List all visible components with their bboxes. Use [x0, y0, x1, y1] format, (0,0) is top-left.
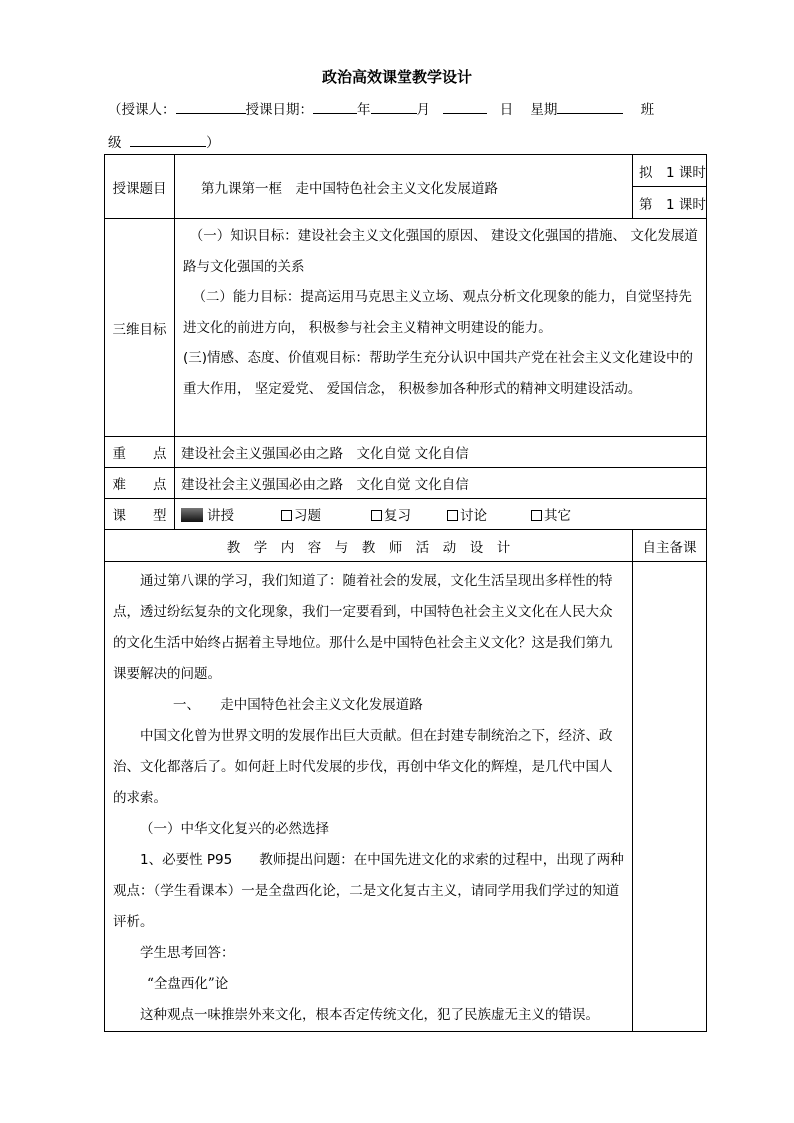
lesson-type-discussion[interactable]: 讨论: [447, 504, 531, 524]
topic-label: 授课题目: [105, 155, 175, 219]
lesson-type-exercise[interactable]: 习题: [281, 504, 371, 524]
checkbox-icon: [371, 510, 382, 521]
day-blank[interactable]: [443, 99, 487, 114]
class-label-1: 班: [640, 102, 655, 118]
history-paragraph: 中国文化曾为世界文明的发展作出巨大贡献。但在封建专制统治之下，经济、政治、文化都落后了。如何赶上时代发展的步伐，再创中华文化的辉煌，是几代中国人的求索。: [113, 728, 613, 806]
necessity-paragraph: 1、必要性 P95 教师提出问题：在中国先进文化的求索的过程中，出现了两种观点：（学生看课本）一是全盘西化论，二是文化复古主义，请同学用我们学过的知道评析。: [113, 852, 624, 930]
current-hours: 第 1 课时: [633, 187, 707, 219]
lesson-type-other[interactable]: 其它: [531, 504, 571, 524]
subsection-heading-1: （一）中华文化复兴的必然选择: [140, 821, 329, 837]
difficult-points-value: 建设社会主义强国必由之路 文化自觉 文化自信: [175, 468, 707, 499]
weekday-blank[interactable]: [557, 99, 623, 114]
difficult-points-label: 难 点: [105, 468, 175, 499]
ability-goal: （二）能力目标：提高运用马克思主义立场、观点分析文化现象的能力，自觉坚持先进文化的前进方向， 积极参与社会主义精神文明建设的能力。: [183, 289, 692, 336]
date-label: 授课日期：: [245, 102, 313, 118]
month-label: 月: [416, 102, 430, 118]
checkbox-icon: [447, 510, 458, 521]
key-points-label: 重 点: [105, 437, 175, 468]
intro-paragraph: 通过第八课的学习，我们知道了：随着社会的发展，文化生活呈现出多样性的特点，透过纷纭复杂的文化现象，我们一定要看到，中国特色社会主义文化在人民大众的文化生活中始终占据着主导地位。那什么是中国特色社会主义文化？这是我们第九课要解决的问题。: [113, 573, 613, 682]
knowledge-goal: （一）知识目标：建设社会主义文化强国的原因、 建设文化强国的措施、 文化发展道路与文化强国的关系: [183, 228, 698, 275]
section-heading-1: 一、 走中国特色社会主义文化发展道路: [173, 697, 423, 713]
self-prep-header: 自主备课: [633, 530, 707, 562]
class-info-line: [108, 131, 220, 151]
checked-box-icon: [181, 508, 203, 522]
checkbox-icon: [281, 510, 292, 521]
student-answer-label: 学生思考回答：: [140, 945, 235, 961]
teacher-label: （授课人：: [108, 102, 176, 118]
design-header: 教 学 内 容 与 教 师 活 动 设 计: [105, 530, 633, 562]
month-blank[interactable]: [371, 99, 417, 114]
year-blank[interactable]: [313, 99, 357, 114]
lesson-type-label: 课 型: [105, 499, 175, 530]
westernization-heading: “全盘西化”论: [147, 976, 229, 992]
weekday-label: 星期: [530, 102, 558, 118]
class-label-2: 级: [108, 135, 122, 151]
day-label: 日: [499, 102, 514, 118]
self-prep-cell[interactable]: [633, 562, 707, 1032]
lesson-type-options: [175, 499, 707, 530]
emotion-goal: (三)情感、态度、价值观目标：帮助学生充分认识中国共产党在社会主义文化建设中的重大作用， 坚定爱党、 爱国信念， 积极参加各种形式的精神文明建设活动。: [183, 350, 694, 397]
lesson-plan-table: [104, 154, 707, 1032]
class-blank[interactable]: [130, 132, 206, 147]
key-points-value: 建设社会主义强国必由之路 文化自觉 文化自信: [175, 437, 707, 468]
close-paren: ）: [206, 135, 220, 151]
westernization-paragraph: 这种观点一味推崇外来文化，根本否定传统文化，犯了民族虚无主义的错误。: [140, 1007, 599, 1023]
topic-value: 第九课第一框 走中国特色社会主义文化发展道路: [175, 155, 633, 219]
lesson-type-review[interactable]: 复习: [371, 504, 447, 524]
teacher-blank[interactable]: [176, 99, 246, 114]
goals-label: 三维目标: [105, 219, 175, 437]
checkbox-icon: [531, 510, 542, 521]
teacher-info-line: [108, 98, 654, 118]
planned-hours: 拟 1 课时: [633, 155, 707, 187]
goals-cell: [175, 219, 707, 437]
teaching-content-cell: [105, 562, 633, 1032]
year-label: 年: [357, 102, 371, 118]
page-title: 政治高效课堂教学设计: [321, 68, 472, 86]
lesson-type-lecture[interactable]: 讲授: [181, 504, 281, 524]
